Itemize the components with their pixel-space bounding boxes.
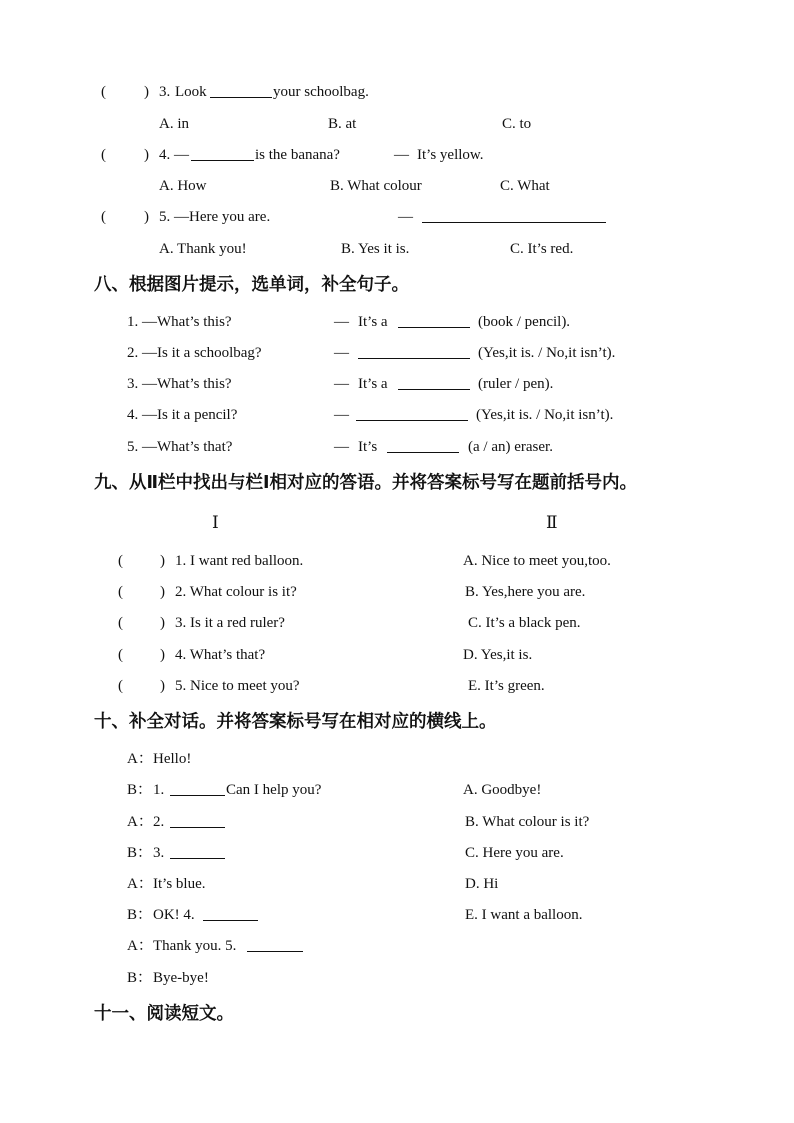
paren-open: ( <box>101 84 106 100</box>
dialog-text: It’s blue. <box>153 876 206 892</box>
dialog-option: D. Hi <box>465 876 499 892</box>
question-text: 3. Is it a red ruler? <box>175 615 285 631</box>
speaker-label: B： <box>127 782 153 798</box>
paren-open: ( <box>118 584 123 600</box>
speaker-label: A： <box>127 814 153 830</box>
option-b: B. Yes it is. <box>341 241 410 257</box>
paren-close: ) <box>144 209 149 225</box>
question-text: 4. —Is it a pencil? <box>127 407 238 423</box>
answer-option: D. Yes,it is. <box>463 647 533 663</box>
word-hint: (book / pencil). <box>478 314 571 330</box>
dialog-text: Bye-bye! <box>153 970 209 986</box>
option-c: C. It’s red. <box>510 241 574 257</box>
question-number: 5. <box>159 209 171 225</box>
column-1-header: Ⅰ <box>212 513 219 532</box>
section-8-title: 八、根据图片提示，选单词，补全句子。 <box>94 275 409 295</box>
dash: — <box>334 376 349 392</box>
answer-blank[interactable] <box>247 937 303 952</box>
dash: — <box>174 147 189 163</box>
option-a: A. in <box>159 116 189 132</box>
paren-close: ) <box>144 84 149 100</box>
paren-close: ) <box>160 647 165 663</box>
option-c: C. What <box>500 178 550 194</box>
dialog-option: E. I want a balloon. <box>465 907 583 923</box>
answer-blank[interactable] <box>203 906 258 921</box>
answer-blank[interactable] <box>210 83 272 98</box>
speaker-label: A： <box>127 751 153 767</box>
paren-open: ( <box>118 678 123 694</box>
section-9-title: 九、从Ⅱ栏中找出与栏Ⅰ相对应的答语。并将答案标号写在题前括号内。 <box>94 473 638 493</box>
word-hint: (Yes,it is. / No,it isn’t). <box>476 407 614 423</box>
dialog-text: 1. <box>153 782 165 798</box>
question-text: 2. —Is it a schoolbag? <box>127 345 262 361</box>
dialog-text: Hello! <box>153 751 192 767</box>
option-a: A. Thank you! <box>159 241 247 257</box>
answer-prefix: It’s <box>358 439 378 455</box>
question-text: 2. What colour is it? <box>175 584 297 600</box>
paren-close: ) <box>144 147 149 163</box>
question-text: 5. Nice to meet you? <box>175 678 300 694</box>
dash: — <box>334 314 349 330</box>
speaker-label: A： <box>127 938 153 954</box>
speaker-label: A： <box>127 876 153 892</box>
answer-blank[interactable] <box>398 313 470 328</box>
question-text: 5. —What’s that? <box>127 439 233 455</box>
dash: — <box>334 407 349 423</box>
answer-blank[interactable] <box>356 406 468 421</box>
dialog-option: C. Here you are. <box>465 845 564 861</box>
paren-close: ) <box>160 553 165 569</box>
reply-text: It’s yellow. <box>417 147 484 163</box>
question-text: 4. What’s that? <box>175 647 266 663</box>
dialog-text: Thank you. 5. <box>153 938 237 954</box>
section-11-title: 十一、阅读短文。 <box>94 1004 234 1024</box>
dash: — <box>394 147 409 163</box>
paren-open: ( <box>118 647 123 663</box>
option-b: B. at <box>328 116 357 132</box>
answer-option: B. Yes,here you are. <box>465 584 586 600</box>
paren-open: ( <box>101 147 106 163</box>
word-hint: (ruler / pen). <box>478 376 554 392</box>
option-b: B. What colour <box>330 178 422 194</box>
paren-open: ( <box>118 553 123 569</box>
answer-blank[interactable] <box>358 344 470 359</box>
dialog-text: 2. <box>153 814 165 830</box>
word-hint: (Yes,it is. / No,it isn’t). <box>478 345 616 361</box>
answer-blank[interactable] <box>170 844 225 859</box>
word-hint: (a / an) eraser. <box>468 439 553 455</box>
answer-blank[interactable] <box>170 813 225 828</box>
question-text: —Here you are. <box>174 209 271 225</box>
dialog-option: A. Goodbye! <box>463 782 542 798</box>
paren-open: ( <box>118 615 123 631</box>
answer-prefix: It’s a <box>358 314 388 330</box>
question-text: 1. —What’s this? <box>127 314 232 330</box>
section-10-title: 十、补全对话。并将答案标号写在相对应的横线上。 <box>94 712 497 732</box>
question-number: 4. <box>159 147 171 163</box>
dialog-text: 3. <box>153 845 165 861</box>
answer-option: C. It’s a black pen. <box>468 615 581 631</box>
answer-option: E. It’s green. <box>468 678 545 694</box>
question-text-end: your schoolbag. <box>273 84 369 100</box>
answer-blank[interactable] <box>191 146 254 161</box>
speaker-label: B： <box>127 845 153 861</box>
paren-close: ) <box>160 584 165 600</box>
question-text-end: is the banana? <box>255 147 340 163</box>
question-text: 1. I want red balloon. <box>175 553 304 569</box>
dash: — <box>398 209 413 225</box>
paren-close: ) <box>160 615 165 631</box>
option-a: A. How <box>159 178 207 194</box>
answer-blank[interactable] <box>398 375 470 390</box>
question-number: 3. <box>159 84 171 100</box>
answer-option: A. Nice to meet you,too. <box>463 553 611 569</box>
dash: — <box>334 439 349 455</box>
paren-close: ) <box>160 678 165 694</box>
dialog-option: B. What colour is it? <box>465 814 590 830</box>
answer-blank[interactable] <box>170 781 225 796</box>
question-text: 3. —What’s this? <box>127 376 232 392</box>
question-text: Look <box>175 84 207 100</box>
option-c: C. to <box>502 116 532 132</box>
speaker-label: B： <box>127 970 153 986</box>
answer-blank[interactable] <box>422 208 606 223</box>
answer-blank[interactable] <box>387 438 459 453</box>
paren-open: ( <box>101 209 106 225</box>
column-2-header: Ⅱ <box>546 513 558 532</box>
speaker-label: B： <box>127 907 153 923</box>
dialog-text: OK! 4. <box>153 907 195 923</box>
dash: — <box>334 345 349 361</box>
dialog-text-end: Can I help you? <box>226 782 322 798</box>
answer-prefix: It’s a <box>358 376 388 392</box>
